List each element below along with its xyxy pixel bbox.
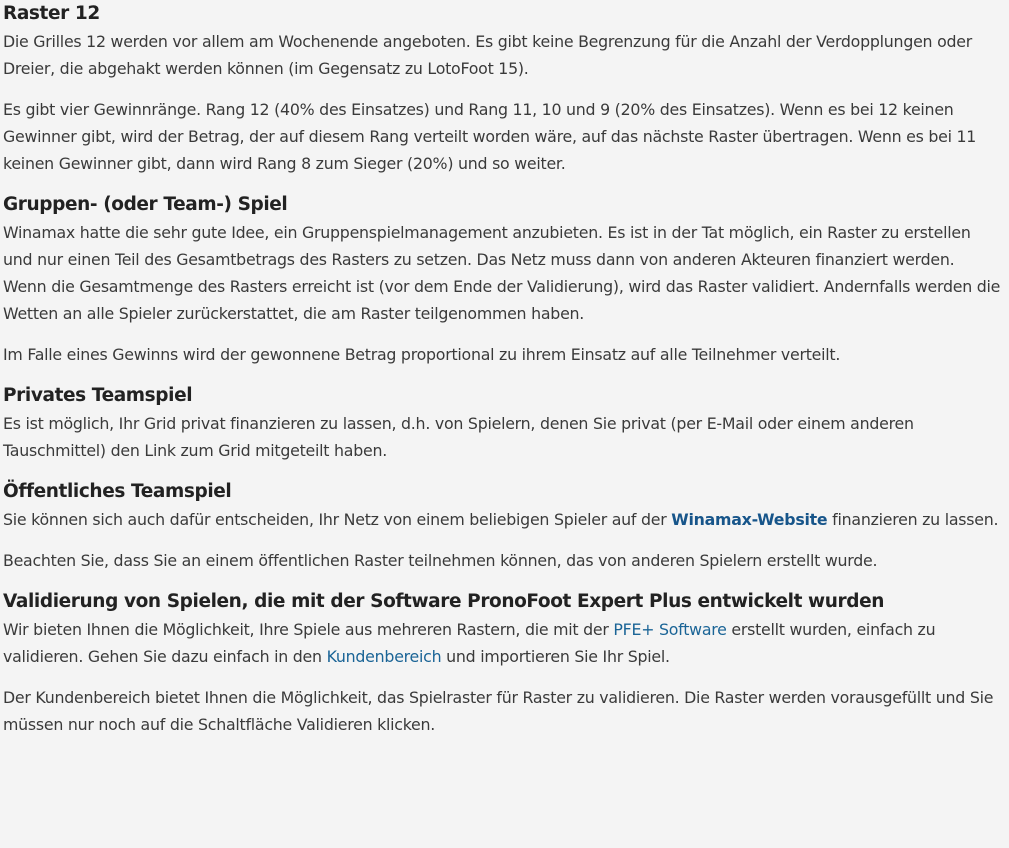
article-section (3, 588, 1001, 738)
section-heading: Validierung von Spielen, die mit der Software PronoFoot Expert Plus entwickelt wurden (3, 591, 884, 612)
section-paragraph (3, 28, 1001, 82)
article-section (3, 478, 1001, 574)
paragraph-text: und importieren Sie Ihr Spiel. (441, 647, 670, 666)
paragraph-text: Es gibt vier Gewinnränge. Rang 12 (40% des Einsatzes) und Rang 11, 10 und 9 (20% des Einsatzes). Wenn es bei 12 keinen Gewinner gibt, wird der Betrag, der auf diesem Rang verteilt worden wäre, auf das nächste Raster übertragen. Wenn es bei 11 keinen Gewinner gibt, dann wird Rang 8 zum Sieger (20%) und so weiter. (3, 100, 977, 173)
paragraph-text: Winamax hatte die sehr gute Idee, ein Gruppenspielmanagement anzubieten. Es ist in der Tat möglich, ein Raster zu erstellen und nur einen Teil des Gesamtbetrags des Rasters zu setzen. Das Netz muss dann von anderen Akteuren finanziert werden. Wenn die Gesamtmenge des Rasters erreicht ist (vor dem Ende der Validierung), wird das Raster validiert. Andernfalls werden die Wetten an alle Spieler zurückerstattet, die am Raster teilgenommen haben. (3, 223, 1001, 323)
article-section (3, 382, 1001, 464)
paragraph-text: Der Kundenbereich bietet Ihnen die Möglichkeit, das Spielraster für Raster zu validieren. Die Raster werden vorausgefüllt und Sie müssen nur noch auf die Schaltfläche Validieren klicken. (3, 688, 994, 734)
paragraph-text: Beachten Sie, dass Sie an einem öffentlichen Raster teilnehmen können, das von anderen Spielern erstellt wurde. (3, 551, 878, 570)
paragraph-text: erstellt wurden, einfach zu validieren. Gehen Sie dazu einfach in den (3, 620, 936, 666)
section-paragraph (3, 684, 1001, 738)
paragraph-text: finanzieren zu lassen. (827, 510, 999, 529)
section-paragraph (3, 616, 1001, 670)
article-section (3, 0, 1001, 177)
section-heading: Öffentliches Teamspiel (3, 481, 232, 502)
paragraph-text: Sie können sich auch dafür entscheiden, Ihr Netz von einem beliebigen Spieler auf der (3, 510, 672, 529)
pfe-software-link[interactable]: PFE+ Software (613, 620, 727, 639)
section-heading: Gruppen- (oder Team-) Spiel (3, 194, 288, 215)
section-paragraph (3, 96, 1001, 177)
section-paragraph (3, 341, 1001, 368)
article-section (3, 191, 1001, 368)
section-heading: Privates Teamspiel (3, 385, 193, 406)
paragraph-text: Wir bieten Ihnen die Möglichkeit, Ihre Spiele aus mehreren Rastern, die mit der (3, 620, 614, 639)
winamax-website-link[interactable]: Winamax-Website (671, 510, 828, 529)
paragraph-text: Die Grilles 12 werden vor allem am Wochenende angeboten. Es gibt keine Begrenzung für die Anzahl der Verdopplungen oder Dreier, die abgehakt werden können (im Gegensatz zu LotoFoot 15). (3, 32, 973, 78)
section-paragraph (3, 506, 1001, 533)
section-paragraph (3, 219, 1001, 327)
section-heading: Raster 12 (3, 3, 100, 24)
section-paragraph (3, 547, 1001, 574)
paragraph-text: Im Falle eines Gewinns wird der gewonnene Betrag proportional zu ihrem Einsatz auf alle Teilnehmer verteilt. (3, 345, 841, 364)
kundenbereich-link[interactable]: Kundenbereich (326, 647, 442, 666)
paragraph-text: Es ist möglich, Ihr Grid privat finanzieren zu lassen, d.h. von Spielern, denen Sie privat (per E-Mail oder einem anderen Tauschmittel) den Link zum Grid mitgeteilt haben. (3, 414, 914, 460)
section-paragraph (3, 410, 1001, 464)
